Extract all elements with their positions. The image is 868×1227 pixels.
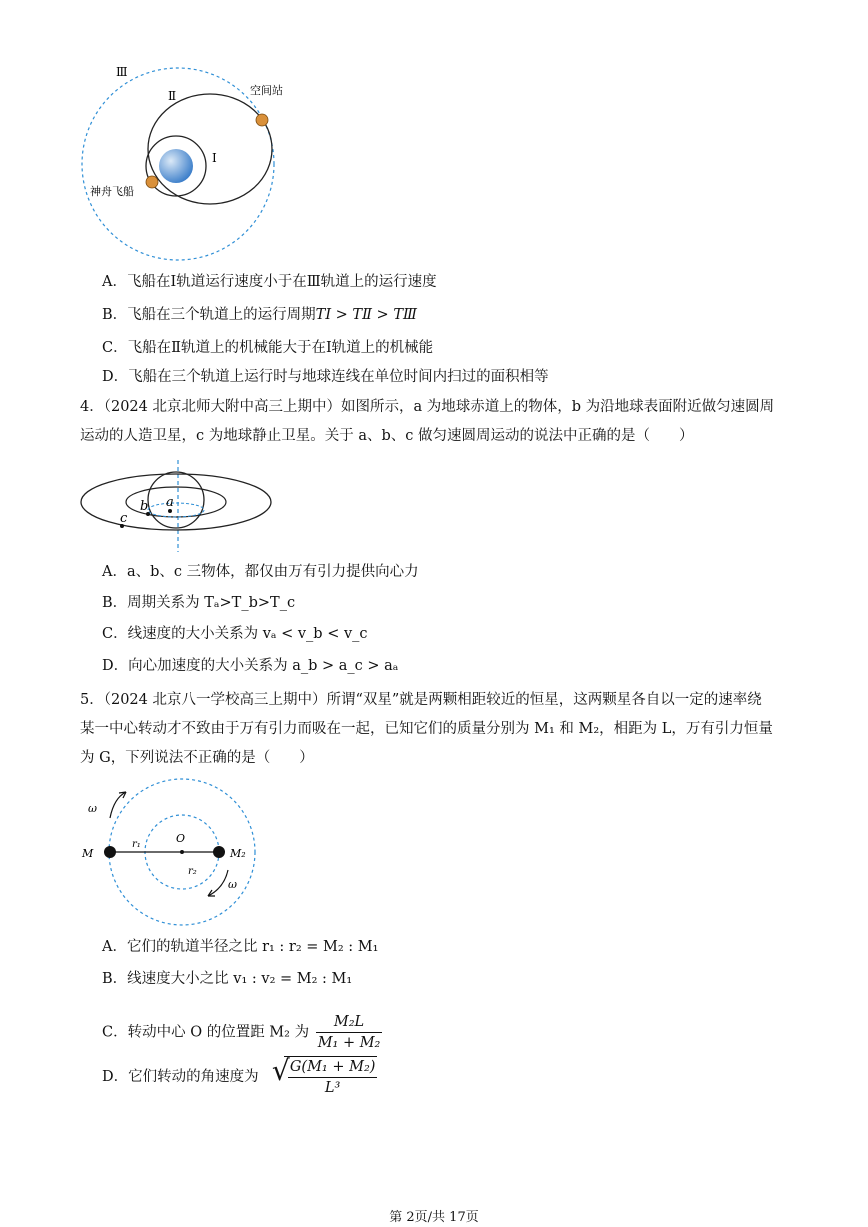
- orbit-3-label: Ⅲ: [116, 65, 128, 79]
- label-c: c: [120, 511, 128, 526]
- label-m1: M: [82, 847, 94, 860]
- q5-option-d-fraction: [288, 1057, 378, 1098]
- q4-option-b: B．周期关系为 Tₐ>T_b>T_c: [102, 595, 296, 611]
- q3-option-c: C．飞船在Ⅱ轨道上的机械能大于在Ⅰ轨道上的机械能: [102, 340, 434, 356]
- ship-label: 神舟飞船: [90, 185, 134, 198]
- q5-option-c: [102, 1012, 382, 1053]
- label-r2: r₂: [188, 866, 197, 877]
- orbit-figure: [78, 62, 298, 262]
- q3-option-b-text: B．飞船在三个轨道上的运行周期: [102, 307, 316, 323]
- satellite-figure: [78, 458, 278, 554]
- q4-option-d: D．向心加速度的大小关系为 a_b > a_c > aₐ: [102, 658, 399, 674]
- star-m2: [213, 846, 225, 858]
- sqrt-numerator: √ G(M₁ + M₂): [288, 1057, 378, 1078]
- equator: [148, 503, 204, 517]
- q5-option-d-text: D．它们转动的角速度为: [102, 1069, 259, 1085]
- q4-line1: 4．（2024 北京北师大附中高三上期中）如图所示，a 为地球赤道上的物体，b 为沿地球表面附近做匀速圆周: [80, 399, 775, 415]
- q5-option-d-sqrt: [284, 1056, 378, 1098]
- q5-option-c-text: C．转动中心 O 的位置距 M₂ 为: [102, 1024, 310, 1041]
- q5-line3: 为 G，下列说法不正确的是（ ）: [80, 750, 314, 766]
- star-m1: [104, 846, 116, 858]
- q5-option-b: B．线速度大小之比 v₁ : v₂ = M₂ : M₁: [102, 971, 353, 987]
- q4-option-c: C．线速度的大小关系为 vₐ < v_b < v_c: [102, 626, 368, 642]
- orbit-2-label: Ⅱ: [168, 89, 177, 103]
- q5-option-a: A．它们的轨道半径之比 r₁ : r₂ = M₂ : M₁: [102, 939, 379, 955]
- q5-option-c-fraction: [316, 1012, 383, 1053]
- page-footer: 第 2页/共 17页: [389, 1210, 479, 1225]
- sqrt-denominator: L³: [324, 1080, 341, 1096]
- q4-option-a: A．a、b、c 三物体，都仅由万有引力提供向心力: [102, 564, 419, 580]
- fraction-numerator: M₂L: [316, 1012, 383, 1033]
- station-label: 空间站: [250, 84, 283, 97]
- label-omega-bottom: ω: [228, 878, 237, 891]
- orbit-1-label: Ⅰ: [212, 151, 217, 165]
- q5-stem: [80, 686, 792, 773]
- spaceship: [146, 176, 158, 188]
- label-m2: M₂: [230, 847, 246, 860]
- orbit-2: [148, 94, 272, 204]
- q5-option-d: [102, 1056, 377, 1098]
- label-o: O: [176, 832, 186, 845]
- q3-option-b: [102, 305, 417, 325]
- label-omega-top: ω: [88, 802, 97, 815]
- label-r1: r₁: [132, 839, 141, 850]
- label-a: a: [166, 495, 174, 510]
- q5-line2: 某一中心转动才不致由于万有引力而吸在一起，已知它们的质量分别为 M₁ 和 M₂，相距为 L，万有引力恒量: [80, 721, 773, 737]
- q3-option-d: D．飞船在三个轨道上运行时与地球连线在单位时间内扫过的面积相等: [102, 369, 549, 385]
- q5-line1: 5．（2024 北京八一学校高三上期中）所谓“双星”就是两颗相距较近的恒星，这两颗星各自以一定的速率绕: [80, 692, 762, 708]
- earth-sphere: [148, 472, 204, 528]
- q3-option-a: A．飞船在Ⅰ轨道运行速度小于在Ⅲ轨道上的运行速度: [102, 274, 437, 290]
- label-b: b: [140, 499, 149, 514]
- orbit-c: [81, 474, 271, 530]
- q3-option-b-math: TⅠ > TⅡ > TⅢ: [315, 307, 417, 323]
- q4-line2: 运动的人造卫星，c 为地球静止卫星。关于 a、b、c 做匀速圆周运动的说法中正确的是（ ）: [80, 428, 694, 444]
- space-station: [256, 114, 268, 126]
- center-o: [180, 850, 184, 854]
- binary-star-figure: [78, 778, 268, 928]
- fraction-denominator: M₁ + M₂: [317, 1035, 381, 1051]
- earth: [159, 149, 193, 183]
- q4-stem: [80, 393, 792, 451]
